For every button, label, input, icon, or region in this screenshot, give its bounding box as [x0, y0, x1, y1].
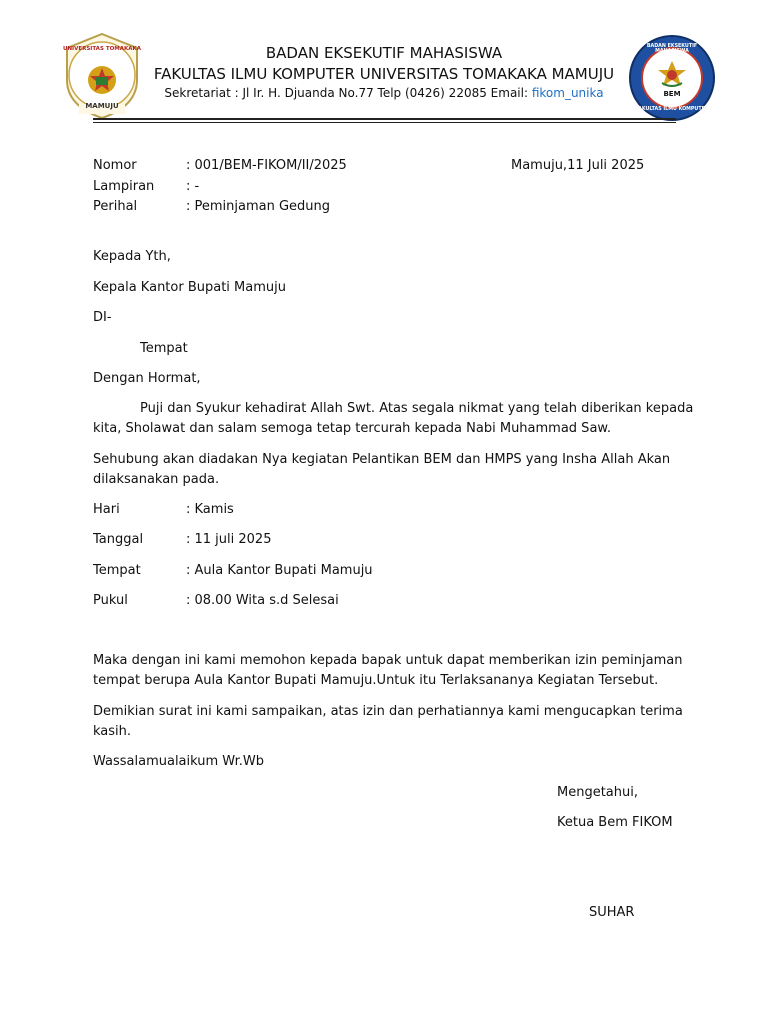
paragraph-2-line-2: dilaksanakan pada.	[93, 472, 220, 487]
university-logo-bottom-text: MAMUJU	[85, 102, 119, 110]
detail-pukul-value: : 08.00 Wita s.d Selesai	[186, 593, 339, 608]
paragraph-1-line-1: Puji dan Syukur kehadirat Allah Swt. Atas segala nikmat yang telah diberikan kepada	[140, 401, 694, 416]
signature-position: Ketua Bem FIKOM	[557, 815, 673, 830]
detail-tempat-value: : Aula Kantor Bupati Mamuju	[186, 563, 373, 578]
greeting: Dengan Hormat,	[93, 371, 201, 386]
detail-pukul-label: Pukul	[93, 593, 128, 608]
paragraph-3-line-1: Maka dengan ini kami memohon kepada bapak untuk dapat memberikan izin peminjaman	[93, 653, 683, 668]
letterhead-rule-thin	[93, 122, 676, 123]
nomor-label: Nomor	[93, 158, 137, 173]
letterhead-rule-thick	[93, 118, 676, 120]
detail-tanggal-value: : 11 juli 2025	[186, 532, 272, 547]
detail-tempat-label: Tempat	[93, 563, 141, 578]
bem-logo-top-text: BADAN EKSEKUTIF MAHASISWA	[646, 44, 698, 54]
perihal-label: Perihal	[93, 199, 138, 214]
bem-logo-center-text: BEM	[663, 90, 681, 98]
paragraph-3-line-2: tempat berupa Aula Kantor Bupati Mamuju.Untuk itu Terlaksananya Kegiatan Tersebut.	[93, 673, 659, 688]
signature-mengetahui: Mengetahui,	[557, 785, 638, 800]
bem-logo-bottom-text: FAKULTAS ILMU KOMPUTER	[635, 107, 709, 112]
paragraph-4-line-2: kasih.	[93, 724, 132, 739]
recipient-salutation: Kepada Yth,	[93, 249, 171, 264]
letterhead-faculty: FAKULTAS ILMU KOMPUTER UNIVERSITAS TOMAKAKA MAMUJU	[153, 65, 615, 83]
lampiran-value: : -	[186, 179, 200, 194]
lampiran-label: Lampiran	[93, 179, 155, 194]
signature-name: SUHAR	[589, 905, 635, 920]
letterhead-address	[0, 85, 768, 101]
detail-hari-label: Hari	[93, 502, 120, 517]
detail-hari-value: : Kamis	[186, 502, 234, 517]
closing: Wassalamualaikum Wr.Wb	[93, 754, 264, 769]
detail-tanggal-label: Tanggal	[93, 532, 144, 547]
university-logo-top-text: UNIVERSITAS TOMAKAKA	[62, 46, 142, 52]
paragraph-4-line-1: Demikian surat ini kami sampaikan, atas izin dan perhatiannya kami mengucapkan terima	[93, 704, 683, 719]
place-date: Mamuju,11 Juli 2025	[511, 158, 645, 173]
perihal-value: : Peminjaman Gedung	[186, 199, 331, 214]
letterhead-org: BADAN EKSEKUTIF MAHASISWA	[265, 44, 503, 62]
recipient-place: Tempat	[140, 341, 188, 356]
recipient-name: Kepala Kantor Bupati Mamuju	[93, 280, 286, 295]
paragraph-1-line-2: kita, Sholawat dan salam semoga tetap tercurah kepada Nabi Muhammad Saw.	[93, 421, 611, 436]
recipient-di: DI-	[93, 310, 112, 325]
email-link[interactable]: fikom_unika	[531, 86, 604, 100]
nomor-value: : 001/BEM-FIKOM/II/2025	[186, 158, 347, 173]
address-text: Sekretariat : Jl Ir. H. Djuanda No.77 Telp (0426) 22085 Email:	[164, 86, 532, 100]
paragraph-2-line-1: Sehubung akan diadakan Nya kegiatan Pelantikan BEM dan HMPS yang Insha Allah Akan	[93, 452, 671, 467]
